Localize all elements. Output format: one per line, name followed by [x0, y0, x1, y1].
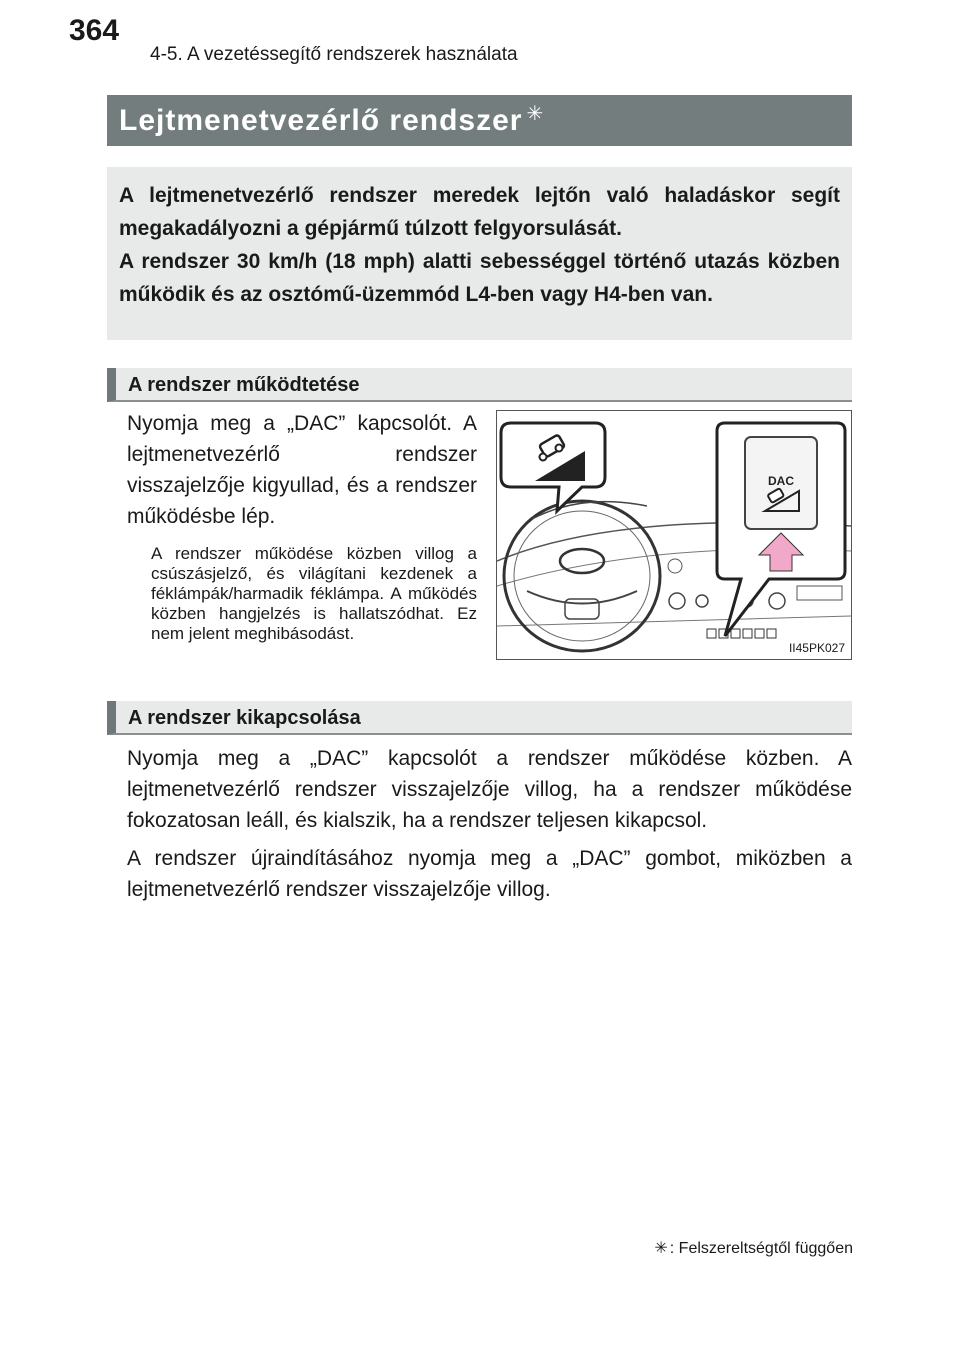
dashboard-illustration [496, 410, 852, 660]
dac-switch-label: DAC [768, 474, 794, 488]
dac-switch-callout [717, 423, 845, 636]
page-number: 364 [69, 14, 120, 47]
console-switch-row [707, 629, 776, 638]
indicator-callout [501, 423, 605, 511]
illustration-code: II45PK027 [788, 641, 845, 655]
operation-heading-text: A rendszer működtetése [128, 374, 360, 396]
deactivation-heading [107, 701, 852, 735]
page-title-bar [107, 95, 852, 146]
operation-note: A rendszer működése közben villog a csúszásjelző, és világítani kezdenek a féklámpák/harmadik féklámpa. A működés közben hangjelzés is hallatszódhat. Ez nem jelent meghibásodást. [151, 544, 477, 643]
deactivation-paragraph-2: A rendszer újraindításához nyomja meg a „DAC” gombot, miközben a lejtmenetvezérlő rendszer visszajelzője villog. [127, 847, 852, 901]
intro-box [107, 167, 852, 340]
steering-wheel [504, 501, 660, 651]
deactivation-heading-text: A rendszer kikapcsolása [128, 707, 361, 729]
dashboard-drawing [497, 411, 851, 659]
footnote-text: : Felszereltségtől függően [669, 1240, 853, 1257]
section-header: 4-5. A vezetéssegítő rendszerek használata [150, 44, 518, 65]
intro-paragraph-1: A lejtmenetvezérlő rendszer meredek lejtőn való haladáskor segít megakadályozni a gépjármű túlzott felgyorsulását. [119, 184, 840, 240]
page-title: Lejtmenetvezérlő rendszer [119, 104, 523, 137]
operation-instruction: Nyomja meg a „DAC” kapcsolót. A lejtmenetvezérlő rendszer visszajelzője kigyullad, és a rendszer működésbe lép. [127, 412, 477, 528]
asterisk-icon: ✳ [654, 1240, 668, 1257]
intro-paragraph-2: A rendszer 30 km/h (18 mph) alatti sebességgel történő utazás közben működik és az osztómű-üzemmód L4-ben vagy H4-ben van. [119, 250, 840, 306]
deactivation-paragraph-1: Nyomja meg a „DAC” kapcsolót a rendszer működése közben. A lejtmenetvezérlő rendszer visszajelzője villog, ha a rendszer működése fokozatosan leáll, és kialszik, ha a rendszer teljesen kikapcsol. [127, 747, 852, 832]
operation-heading [107, 368, 852, 402]
footnote [654, 1238, 853, 1258]
asterisk-icon: ✳ [526, 103, 544, 125]
